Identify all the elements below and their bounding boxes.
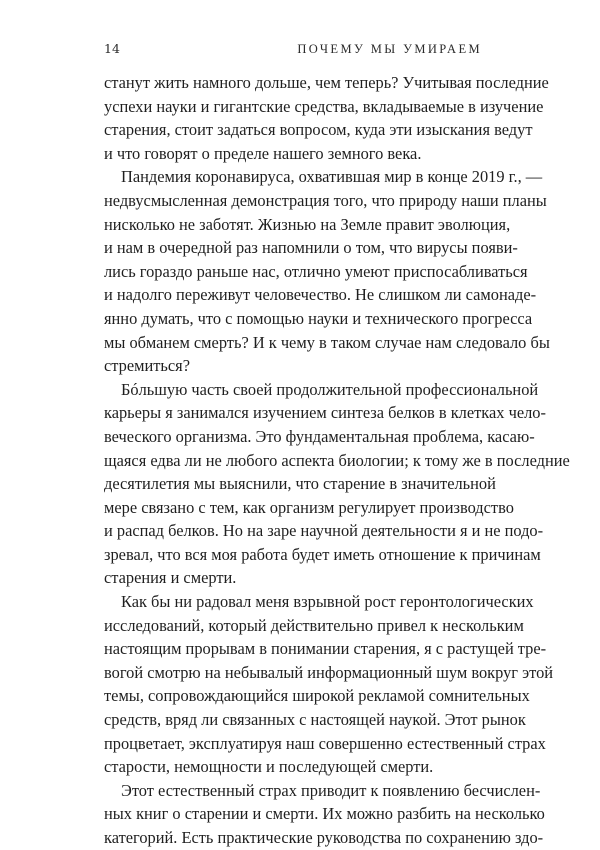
paragraph <box>104 590 554 779</box>
paragraph <box>104 378 570 590</box>
text-line: и надолго переживут человечество. Не слишком ли самонаде- <box>104 285 537 305</box>
text-line: успехи науки и гигантские средства, вкладываемые в изучение <box>104 96 544 116</box>
text-line: старости, немощности и последующей смерти. <box>104 757 434 777</box>
text-line: Этот естественный страх приводит к появлению бесчислен- <box>121 780 541 800</box>
text-line: настоящим прорывам в понимании старения, я с растущей тре- <box>104 639 547 659</box>
text-line: карьеры я занимался изучением синтеза белков в клетках чело- <box>104 403 546 423</box>
text-line: Как бы ни радовал меня взрывной рост геронтологических <box>121 592 534 612</box>
text-line: щаяся едва ли не любого аспекта биологии; к тому же в последние <box>104 450 570 470</box>
text-line: исследований, который действительно привел к нескольким <box>104 615 524 635</box>
text-line: мере связано с тем, как организм регулирует производство <box>104 497 514 517</box>
text-line: и что говорят о пределе нашего земного века. <box>104 143 422 163</box>
text-line: веческого организма. Это фундаментальная проблема, касаю- <box>104 426 535 446</box>
text-line: средств, вряд ли связанных с настоящей наукой. Этот рынок <box>104 710 526 730</box>
text-line: Бóльшую часть своей продолжительной профессиональной <box>121 379 539 399</box>
text-line: процветает, эксплуатируя наш совершенно естественный страх <box>104 733 546 753</box>
text-line: недвусмысленная демонстрация того, что природу наши планы <box>104 190 547 210</box>
body-text <box>104 71 570 850</box>
text-line: мы обманем смерть? И к чему в таком случае нам следовало бы <box>104 332 550 352</box>
text-line: Пандемия коронавируса, охватившая мир в конце 2019 г., — <box>121 167 543 187</box>
text-line: зревал, что вся моя работа будет иметь отношение к причинам <box>104 544 541 564</box>
text-line: ных книг о старении и смерти. Их можно разбить на несколько <box>104 804 545 824</box>
text-line: и нам в очередной раз напомнили о том, что вирусы появи- <box>104 238 518 258</box>
page-number: 14 <box>104 41 120 56</box>
paragraph <box>104 779 545 850</box>
text-line: вогой смотрю на небывалый информационный шум вокруг этой <box>104 662 554 682</box>
text-line: категорий. Есть практические руководства по сохранению здо- <box>104 828 544 847</box>
paragraph <box>104 71 549 165</box>
text-line: лись гораздо раньше нас, отлично умеют приспосабливаться <box>104 261 528 281</box>
running-title: ПОЧЕМУ МЫ УМИРАЕМ <box>297 42 482 56</box>
text-line: и распад белков. Но на заре научной деятельности я и не подо- <box>104 521 544 541</box>
paragraph <box>104 165 550 377</box>
text-line: станут жить намного дольше, чем теперь? Учитывая последние <box>104 73 549 92</box>
text-line: десятилетия мы выяснили, что старение в значительной <box>104 474 496 494</box>
text-line: нисколько не заботят. Жизнью на Земле правит эволюция, <box>104 214 511 234</box>
text-line: старения и смерти. <box>104 568 237 588</box>
text-line: стремиться? <box>104 356 190 376</box>
text-line: темы, сопровождающийся широкой рекламой сомнительных <box>104 686 530 706</box>
running-header <box>104 41 482 57</box>
text-line: старения, стоит задаться вопросом, куда эти изыскания ведут <box>104 120 533 140</box>
text-line: янно думать, что с помощью науки и технического прогресса <box>104 308 533 328</box>
